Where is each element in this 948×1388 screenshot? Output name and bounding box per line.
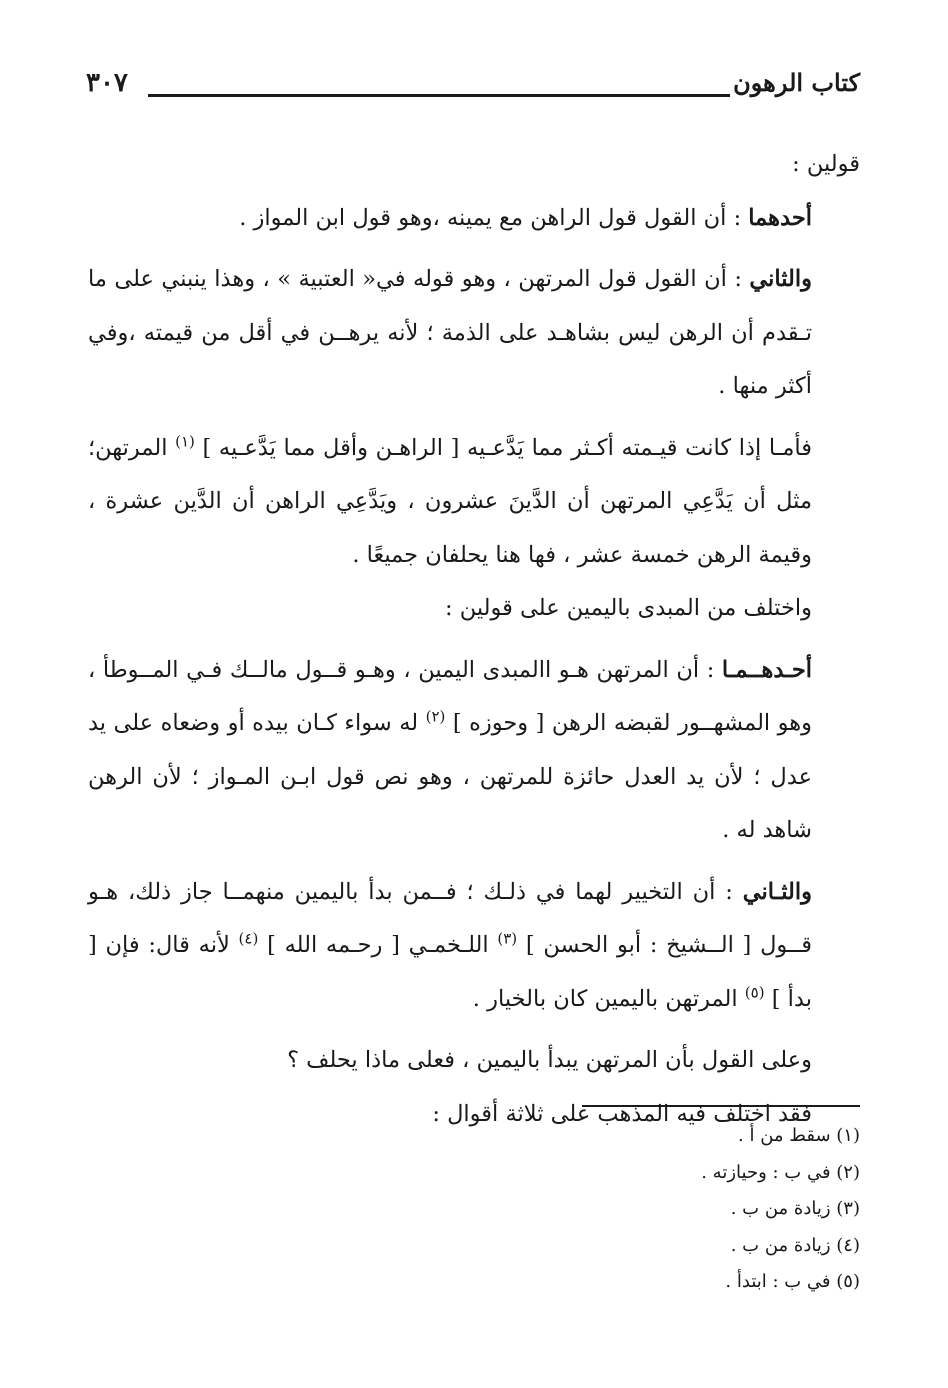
page-number: ٣٠٧ <box>86 68 128 98</box>
paragraph-lead: والثـاني <box>742 878 812 905</box>
paragraph-text: : أن المرتهن هـو االمبدى اليمين ، وهـو قــول مالــك فـي المــوطأ ، وهو المشهــور لقبضه الرهن [ وحوزه ] <box>88 656 813 736</box>
paragraph-lead: والثاني <box>749 266 812 292</box>
footnote-marker: (٥) <box>744 983 765 1001</box>
paragraph-text: واختلف من المبدى باليمين على قولين : <box>444 595 812 621</box>
paragraph-text: المرتهن باليمين كان بالخيار . <box>472 985 745 1012</box>
paragraph-intro <box>88 138 860 192</box>
paragraph-text: : أن القول قول المرتهن ، وهو قوله في« العتبية » ، وهذا ينبني على ما تـقدم أن الرهن ليس بشاهـد على الذمة ؛ لأنه يرهــن في أقل من قيمته ،وفي أكثر منها . <box>88 266 812 399</box>
paragraph-disagreement <box>88 582 860 636</box>
paragraph-text: اللـخمـي [ رحـمه الله ] <box>267 932 498 958</box>
paragraph-question <box>88 1034 860 1088</box>
footnote-rule <box>582 1105 860 1107</box>
running-title: كتاب الرهون <box>733 68 860 97</box>
paragraph-value-case <box>88 422 860 583</box>
paragraph-first-opinion <box>88 192 860 246</box>
footnote-5: (٥) في ب : ابتدأ . <box>725 1271 860 1292</box>
paragraph-text: قولين : <box>792 151 860 177</box>
main-text <box>88 138 860 1141</box>
footnote-4: (٤) زيادة من ب . <box>730 1234 860 1256</box>
paragraph-lead: أحـدهــمـا <box>721 656 812 683</box>
paragraph-second-view <box>88 866 860 1027</box>
header-rule <box>148 94 730 97</box>
paragraph-first-view <box>88 644 860 858</box>
paragraph-text: فقد اختلف فيه المذهب على ثلاثة أقوال : <box>432 1100 812 1127</box>
page-header <box>86 66 860 106</box>
footnotes <box>360 1118 860 1301</box>
paragraph-lead: أحدهما <box>748 204 812 231</box>
footnote-1: (١) سقط من أ . <box>738 1125 860 1146</box>
paragraph-text: لأنه قال: فإن [ بدأ ] <box>88 932 812 1012</box>
footnote-marker: (٣) <box>497 929 518 948</box>
paragraph-text: وعلى القول بأن المرتهن يبدأ باليمين ، فعلى ماذا يحلف ؟ <box>287 1047 812 1073</box>
paragraph-text: : أن القول قول الراهن مع يمينه ،وهو قول ابن المواز . <box>239 204 749 231</box>
footnote-2: (٢) في ب : وحيازته . <box>701 1161 860 1183</box>
footnote-marker: (٢) <box>425 707 446 726</box>
paragraph-text: له سواء كـان بيده أو وضعاه على يد عدل ؛ لأن يد العدل حائزة للمرتهن ، وهو نص قول ابـن المـواز ؛ لأن الرهن شاهد له . <box>88 710 812 843</box>
paragraph-text: المرتهن؛ مثل أن يَدَّعِي المرتهن أن الدَّينَ عشرون ، ويَدَّعِي الراهن أن الدَّين عشرة ، وقيمة الرهن خمسة عشر ، فها هنا يحلفان جميعًا . <box>88 434 812 568</box>
footnote-marker: (١) <box>175 432 195 450</box>
footnote-marker: (٤) <box>238 929 259 948</box>
paragraph-text: فأمـا إذا كانت قيـمته أكـثر مما يَدَّعـيه [ الراهـن وأقل مما يَدَّعـيه ] <box>202 434 812 461</box>
paragraph-second-opinion <box>88 253 860 414</box>
footnote-3: (٣) زيادة من ب . <box>730 1198 860 1219</box>
paragraph-text: : أن التخيير لهما في ذلـك ؛ فــمن بدأ باليمين منهمــا جاز ذلك، هـو قــول [ الــشيخ : أبو الحسن ] <box>88 878 812 958</box>
